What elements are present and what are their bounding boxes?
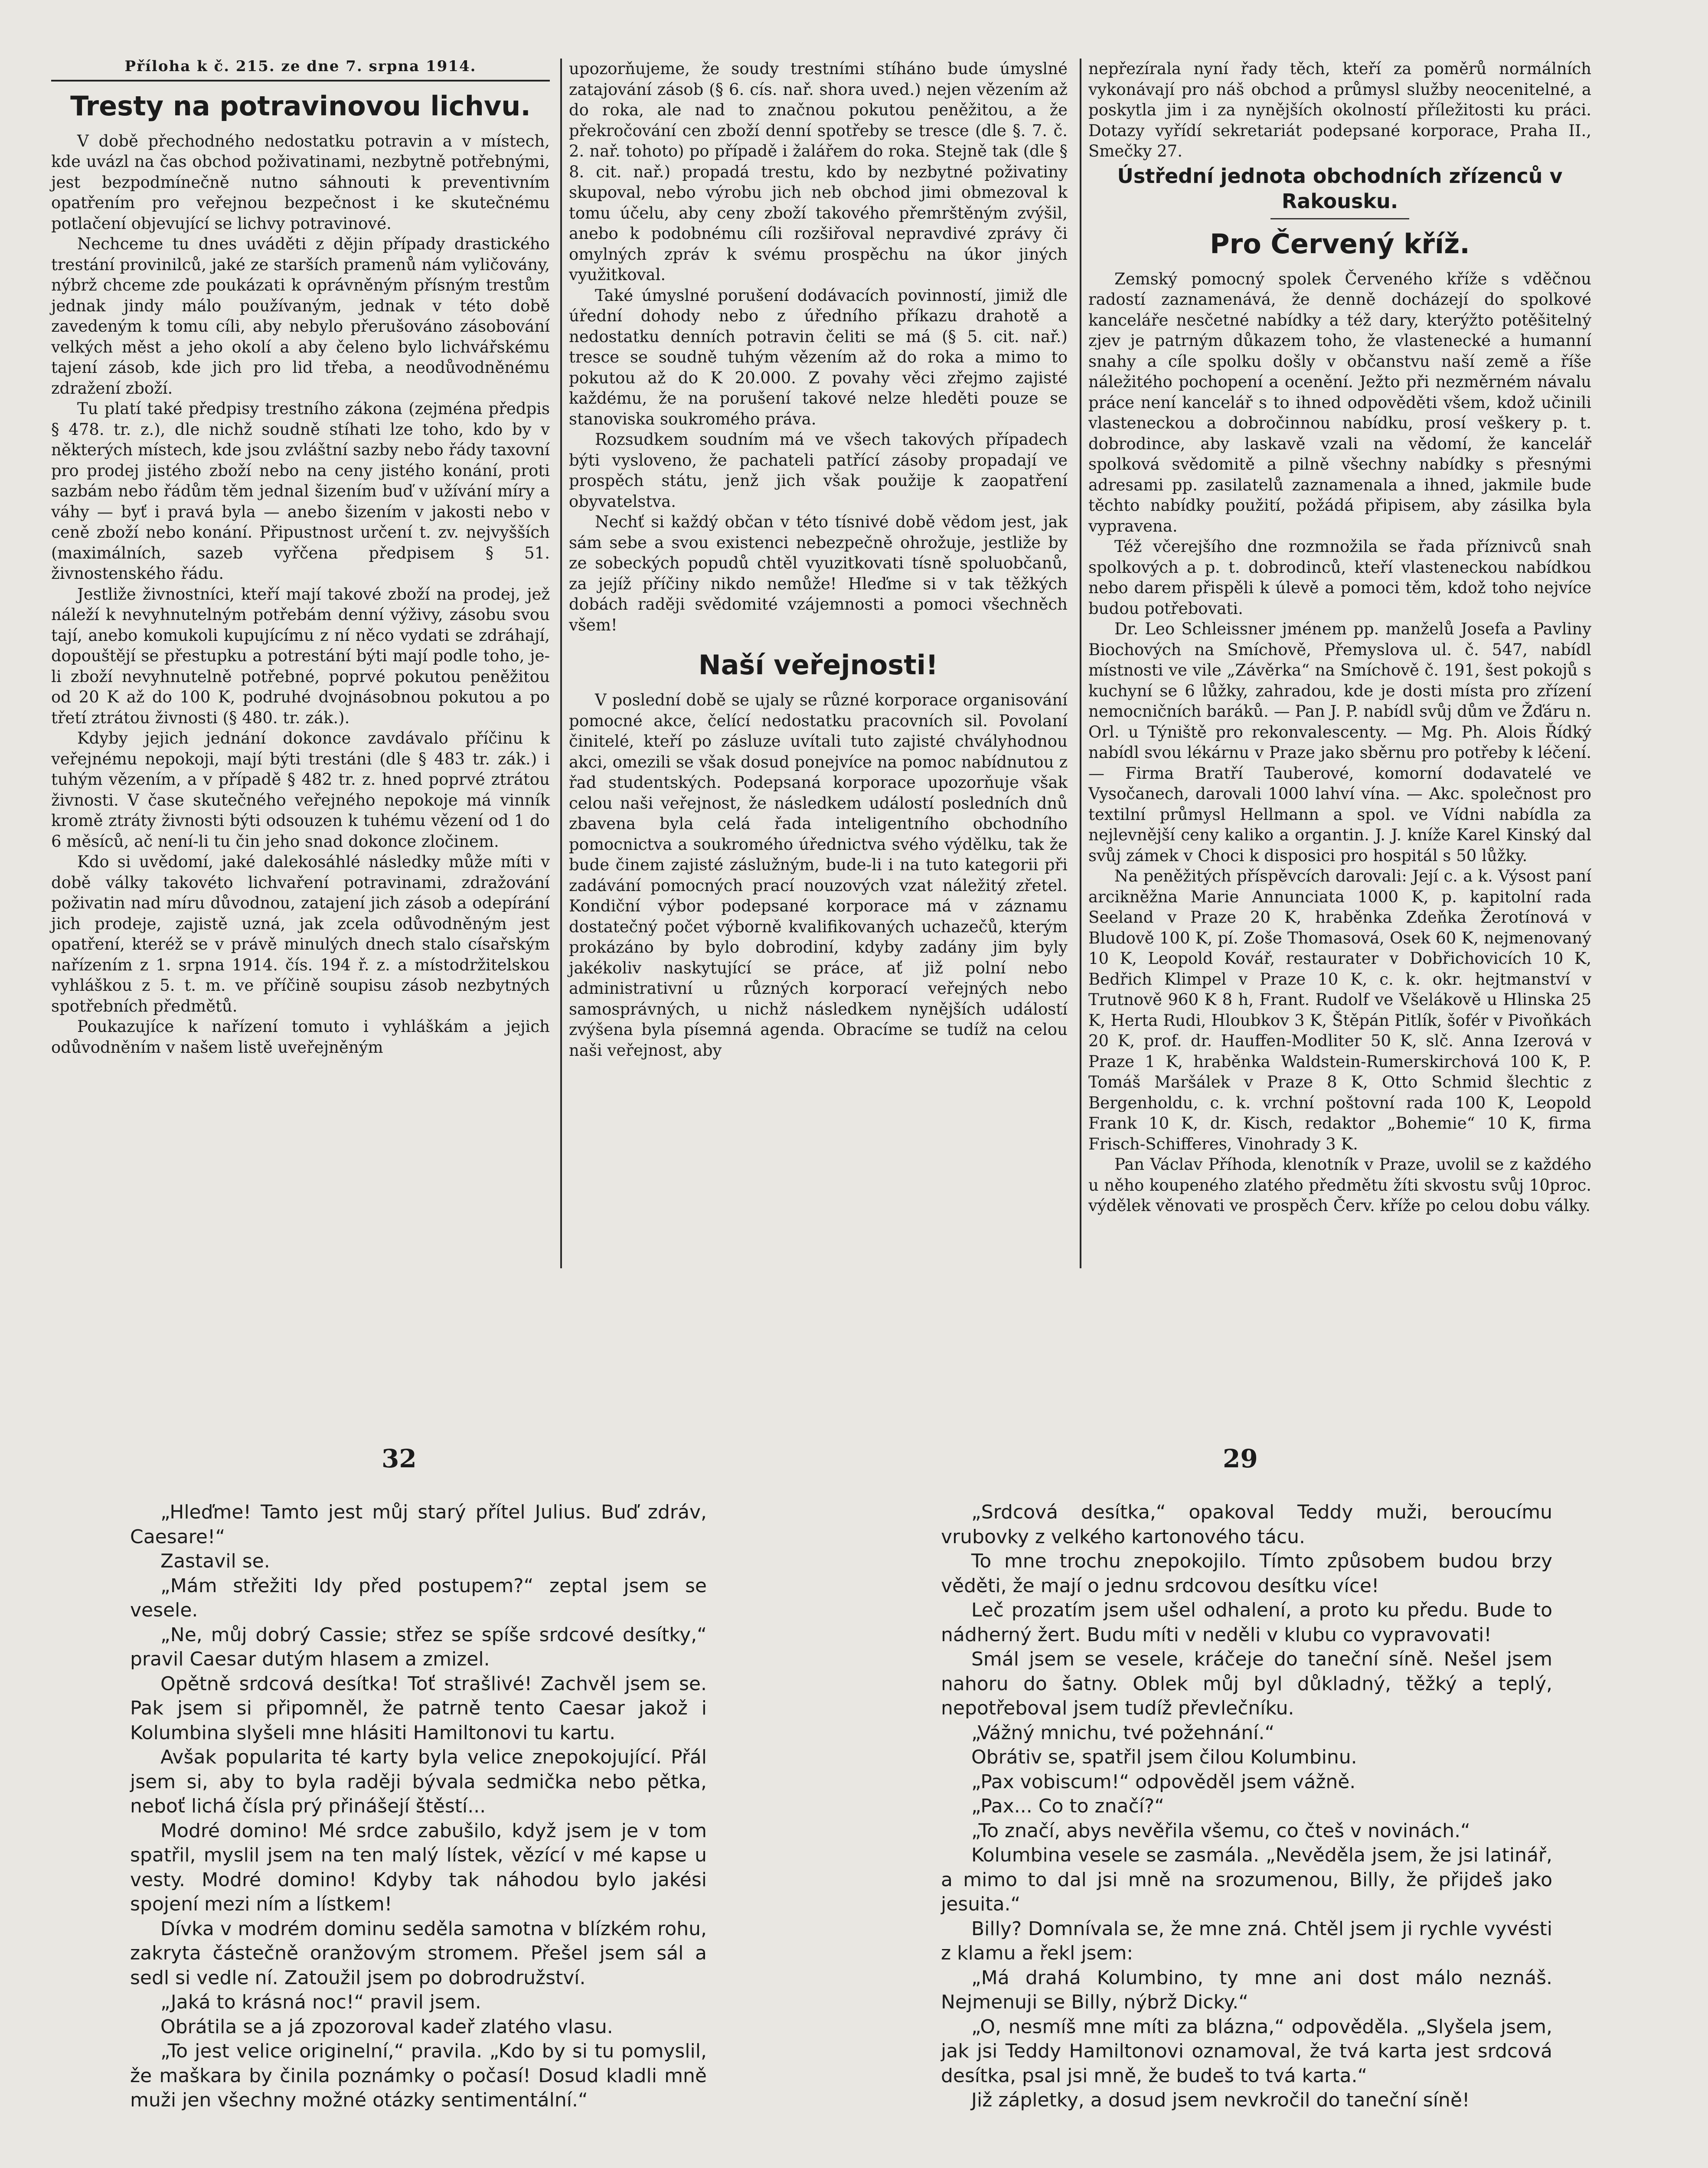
paragraph: Rozsudkem soudním má ve všech takových případech býti vysloveno, že pachateli patřící zásoby propadají ve prospěch státu, jenž jich však použije k zaopatření obyvatelstva. bbox=[569, 430, 1068, 511]
paragraph: Již zápletky, a dosud jsem nevkročil do taneční síně! bbox=[971, 2089, 1470, 2111]
paragraph: „O, nesmíš mne míti za blázna,“ odpověděla. „Slyšela jsem, jak jsi Teddy Hamiltonovi oznamoval, že tvá karta jest srdcová desítka, psal jsi mně, že budeš to tvá karta.“ bbox=[941, 2015, 1552, 2087]
paragraph: „Jaká to krásná noc!“ pravil jsem. bbox=[160, 1991, 481, 2013]
article-body bbox=[569, 690, 1068, 1061]
paragraph: „Mám střežiti Idy před postupem?“ zeptal jsem se vesele. bbox=[130, 1574, 707, 1621]
paragraph: Nechť si každý občan v této tísnivé době vědom jest, jak sám sebe a svou existenci nebezpečně ohrožuje, jestliže by ze sobeckých popudů chtěl vyuzitkovati tísně spoluobčanů, za jejíž příčiny nikdo nemůže! Hleďme si v tak těžkých dobách raději svědomité vzájemnosti a pomoci všechněch všem! bbox=[569, 513, 1068, 634]
paragraph: Jestliže živnostníci, kteří mají takové zboží na prodej, jež náleží k nevyhnutelným potřebám denní výživy, zásobu svou tají, anebo komukoli kupujícímu z ní něco vydati se zdráhají, dopouštějí se přestupku a potrestání býti mají podle toho, je-li zboží nevyhnutelně potřebné, poprvé pokutou peněžitou od 20 K až do 100 K, podruhé dvojnásobnou pokutou a po třetí ztrátou živnosti (§ 480. tr. zák.). bbox=[51, 584, 550, 727]
paragraph: Avšak popularita té karty byla velice znepokojující. Přál jsem si, aby to byla raději bývala sedmička nebo pětka, neboť lichá čísla prý přinášejí štěstí... bbox=[130, 1746, 707, 1817]
paragraph: „Hleďme! Tamto jest můj starý přítel Julius. Buď zdráv, Caesare!“ bbox=[130, 1501, 707, 1548]
paragraph: Opětně srdcová desítka! Toť strašlivé! Zachvěl jsem se. Pak jsem si připomněl, že patrně tento Caesar jakož i Kolumbina slyšeli mne hlásiti Hamiltonovi tu kartu. bbox=[130, 1672, 707, 1744]
paragraph: Kdo si uvědomí, jaké dalekosáhlé následky může míti v době války takovéto lichvaření potravinami, zdražování poživatin nad míru důvodnou, zatajení jich zásob a odepírání jich prodeje, zajistě uzná, jak zcela odůvodněným jest opatření, kteréž se v právě minulých dnech stalo císařským nařízením z 1. srpna 1914. čís. 194 ř. z. a místodržitelskou vyhláškou z 5. t. m. ve příčině soupisu zásob nezbytných spotřebních předmětů. bbox=[51, 852, 550, 1015]
paragraph: Obrátila se a já zpozoroval kadeř zlatého vlasu. bbox=[160, 2015, 613, 2038]
paragraph: V době přechodného nedostatku potravin a v místech, kde uvázl na čas obchod poživatinami, nezbytně potřebnými, jest bezpodmínečně nutno sáhnouti k preventivním opatřením pro veřejnou bezpečnost i ke skutečnému potlačení objevující se lichvy potravinové. bbox=[51, 131, 550, 233]
paragraph: Na peněžitých příspěvcích darovali: Její c. a k. Výsost paní arcikněžna Marie Annunciata 1000 K, p. kapitolní rada Seeland v Praze 20 K, hraběnka Zdeňka Žerotínová v Bludově 100 K, pí. Zoše Thomasová, Osek 60 K, nejmenovaný 10 K, Leopold Kovář, restaurater v Dobřichovicích 10 K, Bedřich Klimpel v Praze 10 K, c. k. okr. hejtmanství v Trutnově 960 K 8 h, Frant. Rudolf ve Všelákově u Hlinska 25 K, Herta Rudi, Hloubkov 3 K, Štěpán Pitlík, šofér v Pivoňkách 20 K, prof. dr. Hauffen-Modliter 50 K, slč. Anna Izerová v Praze 1 K, hraběnka Waldstein-Rumerskirchová 100 K, P. Tomáš Maršálek v Praze 8 K, Otto Schmid šlechtic z Bergenholdu, c. k. vrchní poštovní rada 100 K, Leopold Frank 10 K, dr. Kisch, redaktor „Bohemie“ 10 K, firma Frisch-Schifferes, Vinohrady 3 K. bbox=[1088, 867, 1591, 1153]
paragraph: Dr. Leo Schleissner jménem pp. manželů Josefa a Pavliny Biochových na Smíchově, Přemyslova ul. č. 547, nabídl místnosti ve vile „Závěrka“ na Smíchově č. 191, šest pokojů s kuchyní se 6 lůžky, zahradou, kde je dosti místa pro zřízení nemocničních baráků. — Pan J. P. nabídl svůj dům ve Žďáru n. Orl. u Týniště pro rekonvalescenty. — Mg. Ph. Alois Řídký nabídl svou lékárnu v Praze jako sběrnu pro potřeby k léčení. — Firma Bratří Tauberové, komorní dodavatelé ve Vysočanech, darovali 1000 lahví vína. — Akc. společnost pro textilní průmysl Hellmann a spol. ve Vídni nabídla za nejlevnější ceny kaliko a organtin. J. J. kníže Karel Kinský dal svůj zámek v Choci k disposici pro hospitál s 50 lůžky. bbox=[1088, 620, 1591, 865]
story-page-left bbox=[130, 1500, 707, 2113]
paragraph: Též včerejšího dne rozmnožila se řada příznivců snah spolkových a p. t. dobrodinců, kteří vlasteneckou nabídkou nebo darem přispěli k úlevě a pomoci těm, kdož toho nejvíce budou potřebovati. bbox=[1088, 537, 1591, 618]
article-body-continued bbox=[569, 59, 1068, 635]
paragraph: nepřezírala nyní řady těch, kteří za poměrů normálních vykonávají pro náš obchod a průmysl služby neocenitelné, a poskytla jim i za nynějších okolností příležitosti ku práci. Dotazy vyřídí sekretariát podepsané korporace, Praha II., Smečky 27. bbox=[1088, 59, 1591, 160]
paragraph: „Pax... Co to značí?“ bbox=[971, 1795, 1165, 1817]
story-page-right bbox=[941, 1500, 1552, 2113]
paragraph: „Srdcová desítka,“ opakoval Teddy muži, beroucímu vrubovky z velkého kartonového tácu. bbox=[941, 1501, 1552, 1548]
paragraph: Obrátiv se, spatřil jsem čilou Kolumbinu. bbox=[971, 1746, 1357, 1768]
column-3 bbox=[1088, 59, 1591, 1216]
paragraph: Pan Václav Příhoda, klenotník v Praze, uvolil se z každého u něho koupeného zlatého předmětu žíti skvostu svůj 10proc. výdělek věnovati ve prospěch Červ. kříže po celou dobu války. bbox=[1088, 1155, 1591, 1215]
page-number-right: 29 bbox=[1223, 1444, 1258, 1473]
page-number-left: 32 bbox=[382, 1444, 417, 1473]
signature-organization: Ústřední jednota obchodních zřízenců v Rakousku. bbox=[1117, 164, 1563, 213]
column-2 bbox=[569, 59, 1068, 1061]
paragraph: Billy? Domnívala se, že mne zná. Chtěl jsem ji rychle vyvésti z klamu a řekl jsem: bbox=[941, 1917, 1552, 1964]
paragraph: Zemský pomocný spolek Červeného kříže s vděčnou radostí zaznamenává, že denně docházejí do spolkové kanceláře nesčetné nabídky a též dary, kterýžto potěšitelný zjev je patrným důkazem toho, že vlastenecké a humanní snahy a cíle spolku došly v občanstvu naší země a říše náležitého pochopení a ocenění. Ježto při nezměrném návalu práce není kancelář s to ihned odpověděti všem, kdož učinili vlasteneckou a dobročinnou nabídku, prosí veškery p. t. dobrodince, aby laskavě vzali na vědomí, že kancelář spolková svědomitě a pilně všechny nabídky s přesnými adresami pp. zasilatelů zaznamenala a ihned, jakmile bude těchto nabídky použití, požádá připisem, aby zásilka byla vypravena. bbox=[1088, 269, 1591, 535]
paragraph: Modré domino! Mé srdce zabušilo, když jsem je v tom spatřil, myslil jsem na ten malý lístek, vězící v mé kapse u vesty. Modré domino! Kdyby tak náhodou bylo jakési spojení mezi ním a lístkem! bbox=[130, 1819, 707, 1915]
paragraph: „Má drahá Kolumbino, ty mne ani dost málo neznáš. Nejmenuji se Billy, nýbrž Dicky.“ bbox=[941, 1966, 1552, 2013]
paragraph: „Ne, můj dobrý Cassie; střez se spíše srdcové desítky,“ pravil Caesar dutým hlasem a zmizel. bbox=[130, 1623, 707, 1670]
paragraph: Poukazujíce k nařízení tomuto i vyhláškám a jejich odůvodněním v našem listě uveřejněným bbox=[51, 1017, 550, 1057]
paragraph: „Pax vobiscum!“ odpověděl jsem vážně. bbox=[971, 1770, 1356, 1793]
article-body bbox=[51, 131, 550, 1058]
paragraph: Nechceme tu dnes uváděti z dějin případy drastického trestání provinilců, jaké ze starších pramenů nám vyličovány, nýbrž chceme zde poukázati k oprávněným přísným trestům jednak jindy málo používaným, jednak v této době zavedeným k tomu cíli, aby nebylo přerušováno zásobování velkých měst a jeho okolí a aby čeleno bylo lichvářskému tajení zásob, kde jich pro lid třeba, a neodůvodněnému zdražení zboží. bbox=[51, 235, 550, 398]
paragraph: Dívka v modrém dominu seděla samotna v blízkém rohu, zakryta částečně oranžovým stromem. Přešel jsem sál a sedl si vedle ní. Zatoužil jsem po dobrodružství. bbox=[130, 1917, 707, 1989]
issue-header: Příloha k č. 215. ze dne 7. srpna 1914. bbox=[51, 56, 550, 82]
paragraph: To mne trochu znepokojilo. Tímto způsobem budou brzy věděti, že mají o jednu srdcovou desítku více! bbox=[941, 1550, 1552, 1597]
article-title-cerveny-kriz: Pro Červený kříž. bbox=[1210, 228, 1470, 260]
article-title-lichva: Tresty na potravinovou lichvu. bbox=[70, 90, 531, 122]
paragraph: Kolumbina vesele se zasmála. „Nevěděla jsem, že jsi latinář, a mimo to dal jsi mně na srozumenou, Billy, že přijdeš jako jesuita.“ bbox=[941, 1844, 1552, 1915]
paragraph: upozorňujeme, že soudy trestními stíháno bude úmyslné zatajování zásob (§ 6. cís. nař. shora uved.) nejen vězením až do roka, ale nad to značnou pokutou peněžitou, a že překročování cen zboží denní spotřeby se tresce (dle §. 7. č. 2. nař. tohoto) po případě i žalářem do roka. Stejně tak (dle § 8. cit. nař.) propadá trestu, kdo by nezbytné poživatiny skupoval, nebo výrobu jich neb obchod jimi obmezoval k tomu účelu, aby ceny zboží takového přemrštěným zvýšil, anebo k podobnému cíli rozšiřoval nepravdivé zprávy či omylných zpráv k svému prospěchu na úkor jiných využitkoval. bbox=[569, 59, 1068, 284]
paragraph: „To jest velice originelní,“ pravila. „Kdo by si tu pomyslil, že maškara by činila poznámky o počasí! Dosud kladli mně muži jen všechny možné otázky sentimentální.“ bbox=[130, 2040, 707, 2111]
paragraph: Kdyby jejich jednání dokonce zavdávalo příčinu k veřejnému nepokoji, mají býti trestáni (dle § 483 tr. zák.) i tuhým vězením, a v případě § 482 tr. z. hned poprvé ztrátou živnosti. V čase skutečného veřejného nepokoje má vinník kromě ztráty živnosti býti odsouzen k tuhému vězení od 1 do 6 měsíců, ač není-li tu čin jeho snad dokonce zločinem. bbox=[51, 729, 550, 851]
paragraph: V poslední době se ujaly se různé korporace organisování pomocné akce, čelící nedostatku pracovních sil. Povolaní činitelé, kteří po zásluze uvítali tuto zajisté chvályhodnou akci, omezili se však dosud ponejvíce na pomoc nabídnutou z řad studentských. Podepsaná korporace upozorňuje však celou naši veřejnost, že následkem událostí posledních dnů zbavena byla celá řada inteligentního obchodního pomocnictva a soukromého úřednictva svého výdělku, tak že bude činem zajisté záslužným, bude-li i na tuto kategorii při zadávání pomocných prací nouzových vzat náležitý zřetel. Kondiční výbor podepsané korporace má v záznamu dostatečný počet výborně kvalifikovaných uchazečů, kterým prokázáno by bylo dobrodiní, kdyby zadány jim byly jakékoliv naskytující se práce, ať již polní nebo administrativní u různých korporací veřejných nebo samosprávných, u nichž následkem nynějších událostí zvýšena byla písemná agenda. Obracíme se tudíž na celou naši veřejnost, aby bbox=[569, 691, 1068, 1060]
paragraph: „Vážný mnichu, tvé požehnání.“ bbox=[971, 1721, 1275, 1744]
article-title-verejnost: Naší veřejnosti! bbox=[698, 649, 938, 681]
article-body bbox=[1088, 269, 1591, 1216]
paragraph: Zastavil se. bbox=[160, 1550, 270, 1572]
article-body-continued bbox=[1088, 59, 1591, 162]
paragraph: „To značí, abys nevěřila všemu, co čteš v novinách.“ bbox=[971, 1819, 1470, 1842]
column-divider bbox=[1080, 59, 1081, 1268]
paragraph: Leč prozatím jsem ušel odhalení, a proto ku předu. Bude to nádherný žert. Budu míti v neděli v klubu co vypravovati! bbox=[941, 1599, 1552, 1646]
paragraph: Tu platí také předpisy trestního zákona (zejména předpis § 478. tr. z.), dle nichž soudně stíhati lze toho, kdo by v některých místech, kde jsou zvláštní sazby nebo řády taxovní pro prodej jistého zboží nebo na ceny jistého konání, proti sazbám nebo řádům těm jednal šizením buď v užívání míry a váhy — byť i pravá byla — anebo šizením v jakosti nebo v ceně zboží nebo konání. Připustnost určení t. zv. nejvyšších (maximálních, sazeb vyřčena předpisem § 51. živnostenského řádu. bbox=[51, 399, 550, 583]
column-1 bbox=[51, 56, 550, 1058]
paragraph: Také úmyslné porušení dodávacích povinností, jimiž dle úřední dohody nebo z úředního příkazu drahotě a nedostatku denních potravin čeliti se má (§ 5. cit. nař.) tresce se soudně tuhým vězením až do roka a mimo to pokutou až do K 20.000. Z povahy věci zřejmo zajisté každému, že na porušení takové nelze hleděti pouze se stanoviska soukromého práva. bbox=[569, 286, 1068, 428]
divider bbox=[1270, 218, 1409, 219]
paragraph: Smál jsem se vesele, kráčeje do taneční síně. Nešel jsem nahoru do šatny. Oblek můj byl důkladný, těžký a teplý, nepotřeboval jsem tudíž převlečníku. bbox=[941, 1648, 1552, 1719]
column-divider bbox=[560, 59, 562, 1268]
